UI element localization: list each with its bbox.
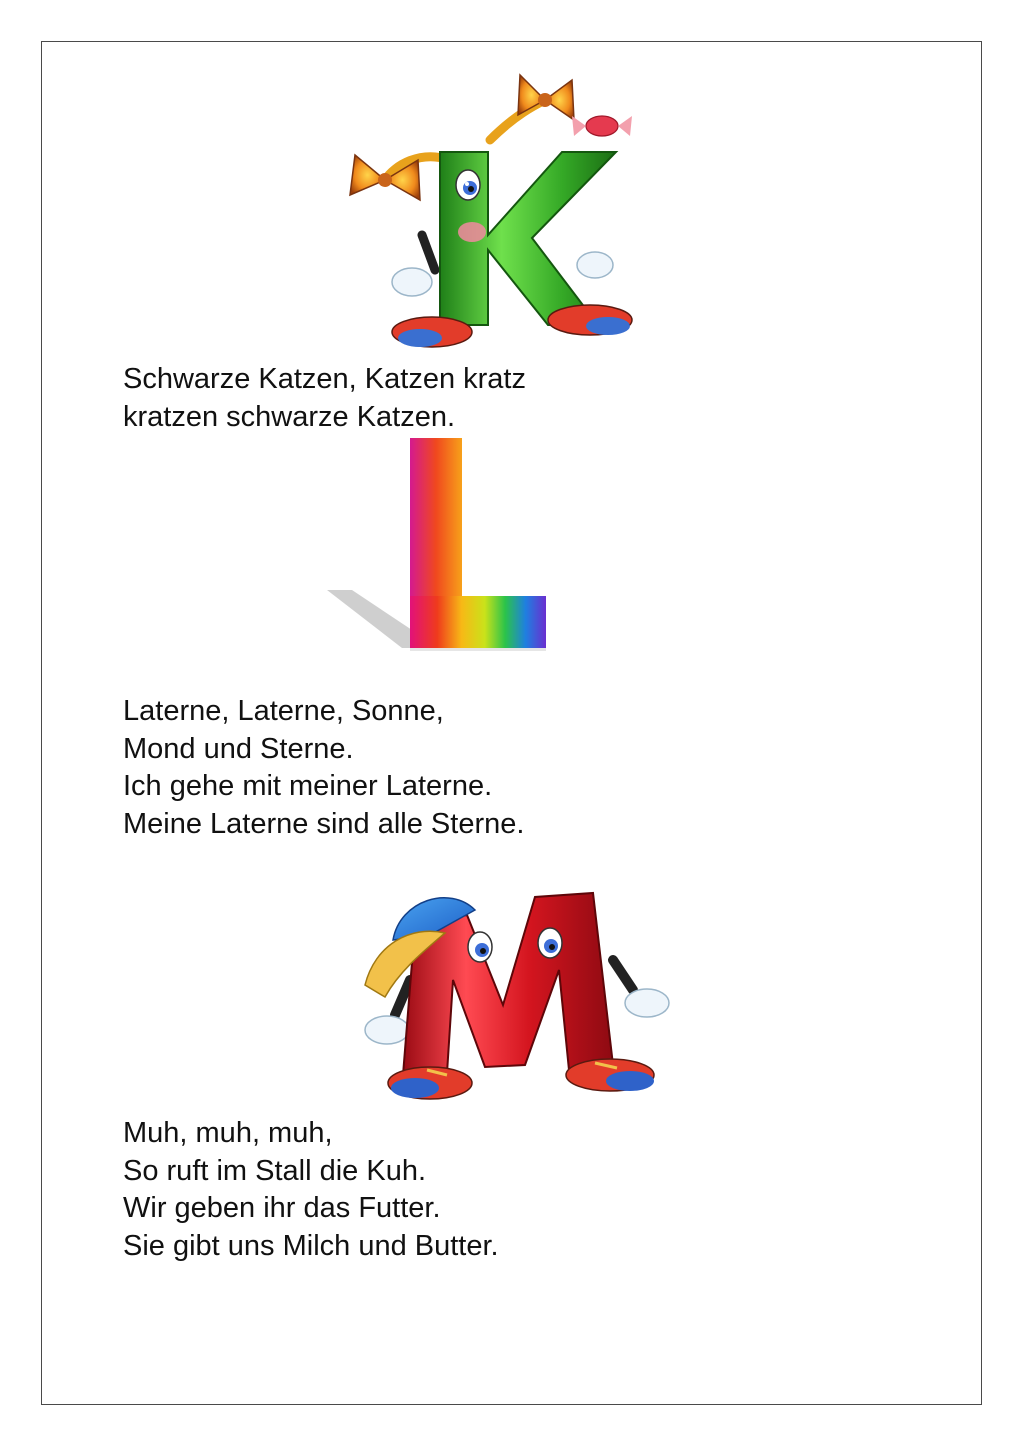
poem-m-line-1: Muh, muh, muh, [123, 1117, 333, 1149]
poem-k-line-1: Schwarze Katzen, Katzen kratz [123, 363, 526, 395]
poem-l-line-4: Meine Laterne sind alle Sterne. [123, 807, 525, 840]
poem-m-line-4: Sie gibt uns Milch und Butter. [123, 1229, 499, 1262]
poem-l [123, 693, 524, 843]
poem-l-line-2: Mond und Sterne. [123, 732, 354, 765]
rainbow-letter-l-icon [322, 430, 552, 655]
poem-m [123, 1115, 499, 1265]
poem-k [123, 361, 526, 436]
poem-l-line-3: Ich gehe mit meiner Laterne. [123, 770, 493, 802]
poem-m-line-3: Wir geben ihr das Futter. [123, 1192, 441, 1224]
poem-m-line-2: So ruft im Stall die Kuh. [123, 1154, 427, 1187]
cartoon-letter-m-icon [355, 885, 680, 1110]
poem-k-line-2: kratzen schwarze Katzen. [123, 400, 456, 433]
cartoon-letter-k-icon [340, 70, 660, 355]
poem-l-line-1: Laterne, Laterne, Sonne, [123, 695, 444, 727]
